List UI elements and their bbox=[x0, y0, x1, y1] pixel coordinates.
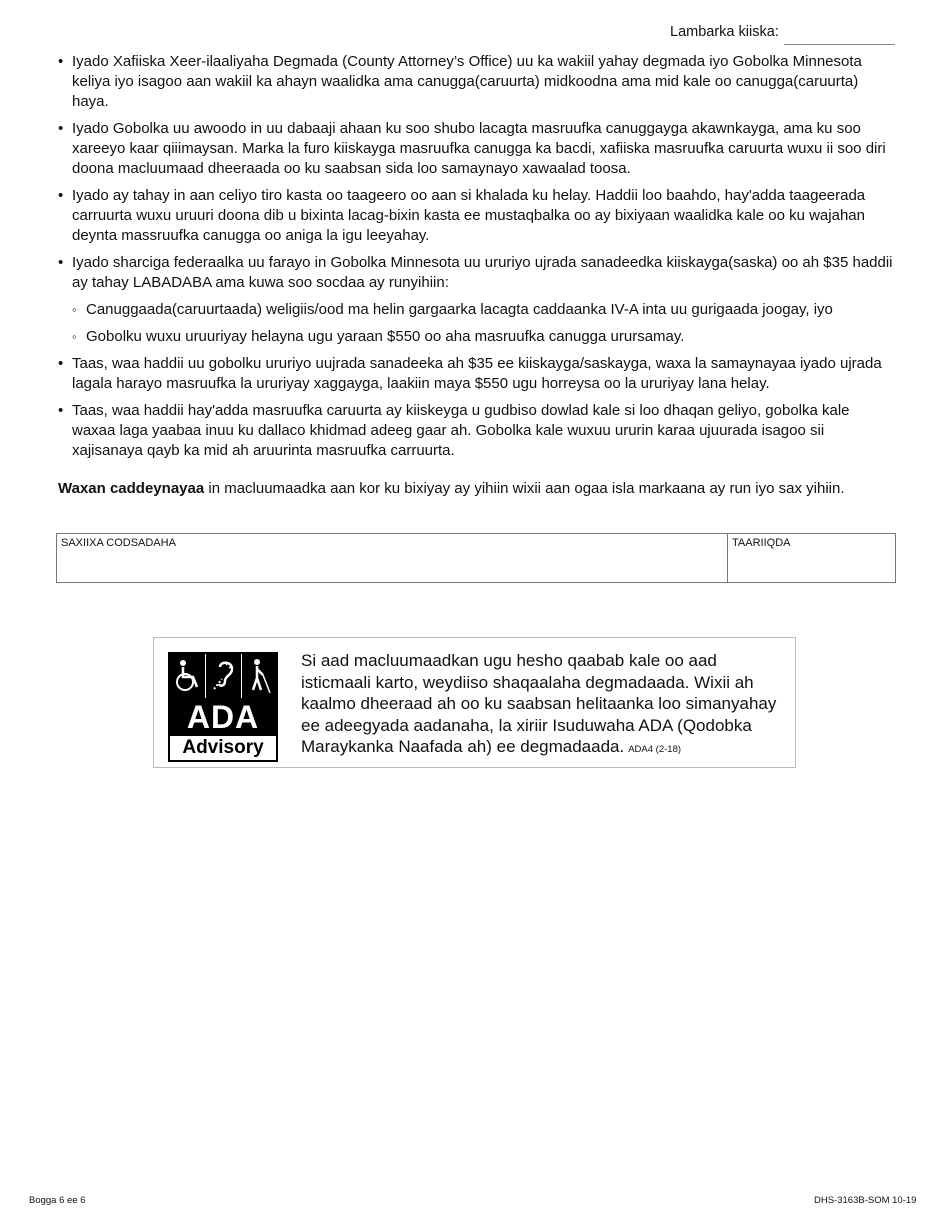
case-number-field[interactable] bbox=[784, 44, 895, 45]
signature-field[interactable] bbox=[57, 534, 728, 582]
date-field[interactable] bbox=[728, 534, 895, 582]
sub-list-item: ◦ Canuggaada(caruurtaada) weligiis/ood ma helin gargaarka lacagta caddaanka IV-A inta uu gurigaada joogay, iyo bbox=[58, 300, 894, 320]
wheelchair-icon bbox=[170, 654, 205, 698]
case-number-label: Lambarka kiiska: bbox=[670, 24, 779, 40]
declaration-text: in macluumaadka aan kor ku bixiyay ay yihiin wixii aan ogaa isla markaana ay run iyo sax yihiin. bbox=[204, 480, 845, 497]
form-id: DHS-3163B-SOM 10-19 bbox=[814, 1195, 917, 1206]
conditions-list bbox=[58, 52, 894, 468]
date-label: TAARIIQDA bbox=[732, 537, 791, 549]
declaration-bold: Waxan caddeynayaa bbox=[58, 480, 205, 497]
list-item: • Iyado Xafiiska Xeer-ilaaliyaha Degmada (County Attorney’s Office) uu ka wakiil yahay degmada iyo Gobolka Minnesota keliya iyo isagoo aan wakiil ka ahayn waalidka ama canugga(caruurta) midkoodna ama mid kale oo canugga(caruurta) haya. bbox=[58, 52, 894, 112]
sub-list-item: ◦ Gobolku wuxu uruuriyay helayna ugu yaraan $550 oo aha masruufka canugga urursamay. bbox=[58, 327, 894, 347]
list-item: • Iyado sharciga federaalka uu farayo in Gobolka Minnesota uu ururiyo ujrada sanadeedka kiiskayga(saska) oo ah $35 haddii ay tahay LABADABA ama kuwa soo socdaa ay runyihiin: bbox=[58, 253, 894, 293]
signature-label: SAXIIXA CODSADAHA bbox=[61, 537, 176, 549]
page-number: Bogga 6 ee 6 bbox=[29, 1195, 86, 1206]
ada-logo-subtext: Advisory bbox=[182, 737, 264, 758]
list-item: • Iyado Gobolka uu awoodo in uu dabaaji ahaan ku soo shubo lacagta masruufka canuggayga akawnkayga, ama ku soo xareeyo kaar qiiimaysan. Marka la furo kiiskayga masruufka canugga ka bacdi, xafiiska masruufka caruurta wuxu ii soo diri doona macluumaad dheeraada oo ku saabsan sida loo samaynayo xawaalad toosa. bbox=[58, 119, 894, 179]
ada-form-code: ADA4 (2-18) bbox=[628, 744, 682, 755]
ada-logo bbox=[168, 652, 278, 762]
list-item: • Iyado ay tahay in aan celiyo tiro kasta oo taageero oo aan si khalada ku helay. Haddii loo baahdo, hay'adda taageerada carruurta wuxu uruuri doona dib u bixinta lacag-bixin kasta ee mustaqbalka oo ay bixiyaan waalidka kale oo ku wajahan deynta massruufka canugga oo aniga la igu leeyahay. bbox=[58, 186, 894, 246]
blind-person-icon bbox=[242, 654, 276, 698]
declaration-statement bbox=[58, 479, 894, 499]
list-item: • Taas, waa haddii uu gobolku ururiyo uujrada sanadeeka ah $35 ee kiiskayga/saskayga, waxa la samaynayaa iyado ujrada lagala harayo masruufka la ururiyay xaggayga, laakiin maya $550 ugu horreysa oo la ururiyay lana helay. bbox=[58, 354, 894, 394]
ada-advisory-body: Si aad macluumaadkan ugu hesho qaabab kale oo aad isticmaali karto, weydiiso shaqaalaha degmadaada. Wixii ah kaalmo dheeraad ah oo ku saabsan helitaanka loo simanyahay ee adeegyada aadanaha, la xiriir Isuduwaha ADA (Qodobka Maraykanka Naafada ah) ee degmadaada. bbox=[301, 651, 777, 756]
ada-logo-text: ADA bbox=[170, 698, 276, 736]
hearing-icon bbox=[206, 654, 241, 698]
list-item: • Taas, waa haddii hay'adda masruufka caruurta ay kiiskeyga u gudbiso dowlad kale si loo dhaqan geliyo, gobolka kale waxaa laga yaabaa inuu ku dallaco khidmad adeeg gaar ah. Gobolka kale wuxuu ururin karaa ujuurada isagoo sii xajisanaya qayb ka mid ah aruurinta masruufka carruurta. bbox=[58, 401, 894, 461]
ada-advisory-text bbox=[301, 650, 785, 761]
signature-table bbox=[56, 533, 896, 583]
ada-advisory-box bbox=[153, 637, 796, 768]
